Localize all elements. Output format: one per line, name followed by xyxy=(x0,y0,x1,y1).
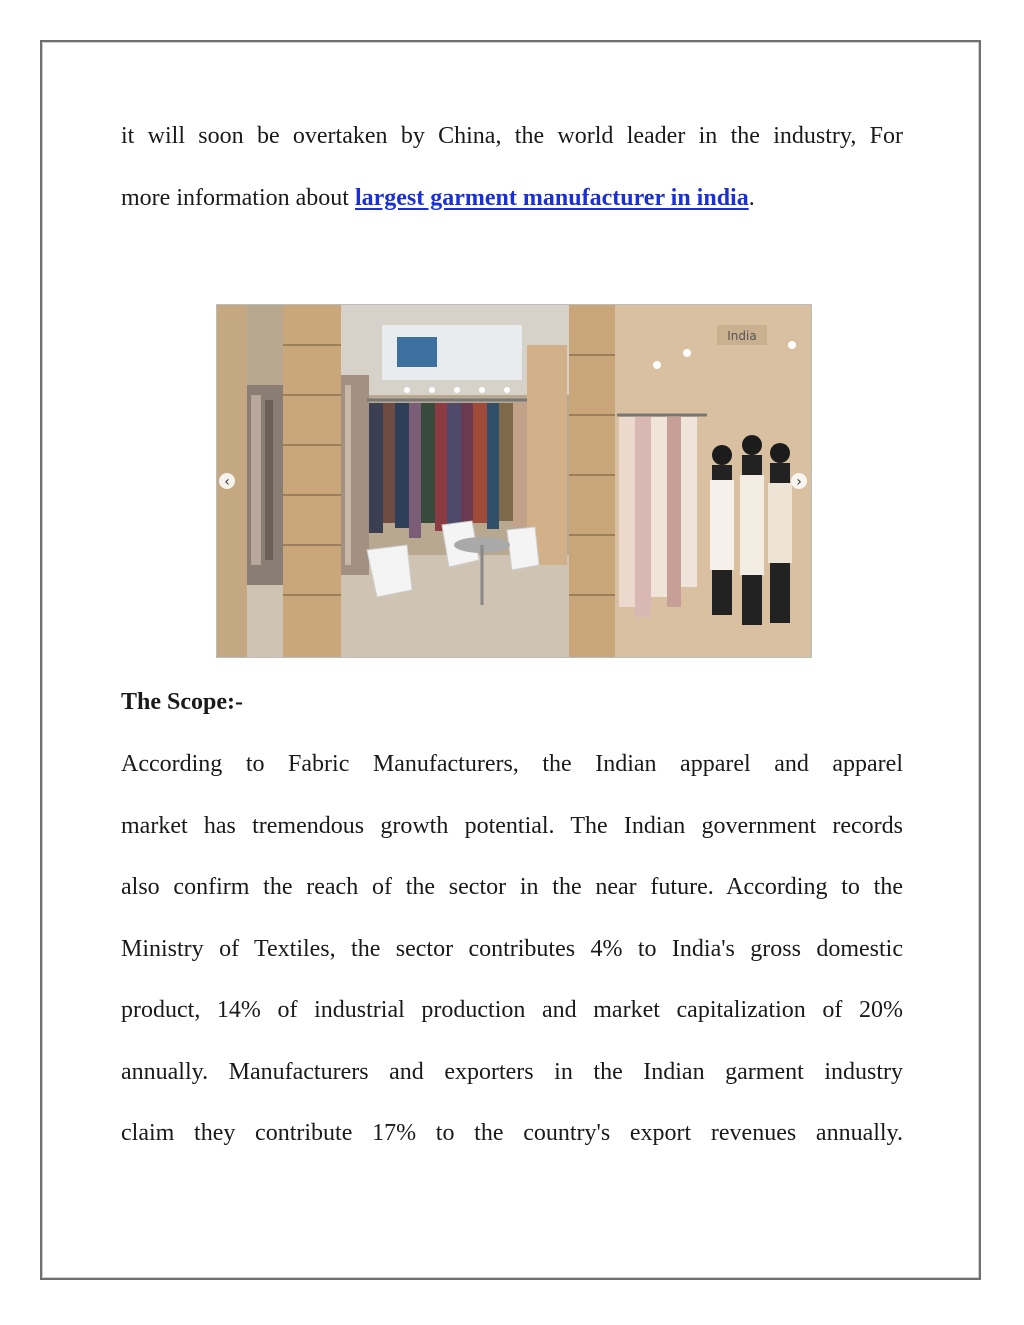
mannequins xyxy=(710,435,792,625)
next-arrow-icon[interactable]: › xyxy=(796,474,802,490)
scope-paragraph xyxy=(121,734,903,1165)
garment-booth-photo xyxy=(216,304,812,658)
booth-illustration xyxy=(217,305,811,657)
garment-manufacturer-link[interactable]: largest garment manufacturer in india xyxy=(354,184,749,211)
left-wood-column xyxy=(283,305,341,657)
prev-arrow-icon[interactable]: ‹ xyxy=(224,474,230,490)
intro-line-2 xyxy=(121,168,903,230)
right-clothes xyxy=(619,417,697,617)
right-booth-sign-text: India xyxy=(727,329,757,343)
back-booth-sign xyxy=(397,337,437,367)
scope-line: market has tremendous growth potential. The Indian government records xyxy=(121,812,903,839)
intro-line-2-suffix: . xyxy=(748,184,755,211)
scope-line: Ministry of Textiles, the sector contributes 4% to India's gross domestic xyxy=(121,935,903,962)
scope-heading: The Scope:- xyxy=(121,689,243,715)
intro-line-2-prefix: more information about xyxy=(121,184,355,211)
scope-line: According to Fabric Manufacturers, the Indian apparel and apparel xyxy=(121,751,903,777)
intro-paragraph xyxy=(121,106,903,229)
scope-line: also confirm the reach of the sector in the near future. According to the xyxy=(121,874,903,900)
right-wood-column xyxy=(569,305,615,657)
intro-line-1: it will soon be overtaken by China, the world leader in the industry, For xyxy=(121,123,903,149)
scope-line: product, 14% of industrial production and market capitalization of 20% xyxy=(121,997,903,1023)
scope-line: annually. Manufacturers and exporters in the Indian garment industry xyxy=(121,1058,903,1085)
scope-line: claim they contribute 17% to the country's export revenues annually. xyxy=(121,1120,903,1146)
center-clothes xyxy=(369,403,527,538)
